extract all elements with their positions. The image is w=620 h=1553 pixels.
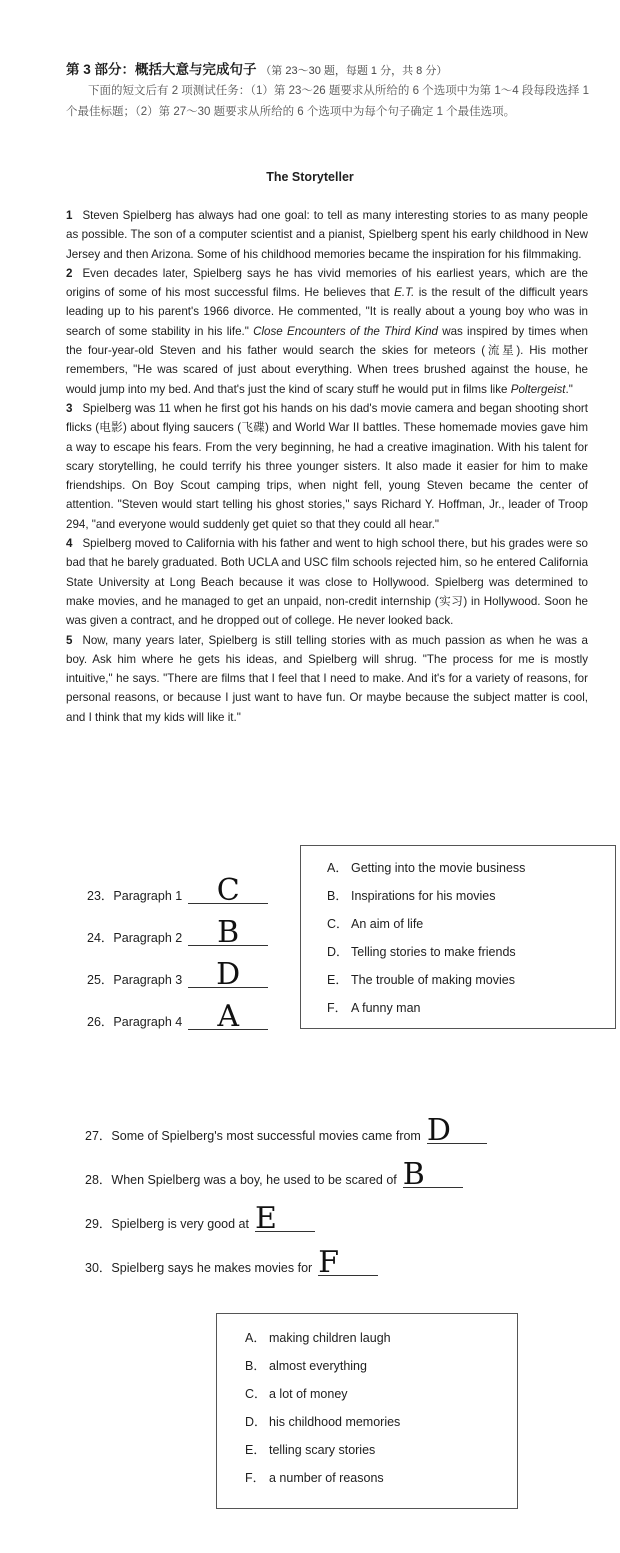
heading-options-box: [300, 845, 616, 1029]
paragraph-number: 1: [66, 209, 73, 222]
option-f: F． a number of reasons: [245, 1471, 384, 1485]
handwritten-answer: B: [402, 1157, 425, 1192]
paragraph-5: [66, 631, 588, 727]
question-label: 27．Some of Spielberg's most successful movies came from: [85, 1129, 421, 1143]
handwritten-answer: B: [217, 915, 240, 950]
question-29: [85, 1188, 585, 1236]
answer-blank[interactable]: [188, 915, 268, 950]
answer-blank[interactable]: [402, 1153, 463, 1192]
paragraph-1: [66, 206, 588, 264]
question-26: [87, 988, 297, 1034]
paragraph-text: Spielberg moved to California with his father and went to high school there, but his grades were so bad that he barely graduated. Both UCLA and USC film schools rejected him, so he entered California State University at Long Beach because it was close to Hollywood. Spielberg was determined to make movies, and he managed to get an unpaid, non-credit internship (实习) in Hollywood. Soon he was given a contract, and he dropped out of college. He never looked back.: [66, 537, 589, 628]
question-label: 23．Paragraph 1: [87, 889, 183, 903]
option-a: A． Getting into the movie business: [327, 861, 526, 875]
paragraph-2: 2 Even decades later, Spielberg says he has vivid memories of his earliest years, which are the origins of some of his most successful films. He believes that E.T. is the result of the difficult years leading up to his parent's 1966 divorce. He commented, "It is really about a young boy who was in search of some stability in his life." Close Encounters of the Third Kind was inspired by times when the four-year-old Steven and his father would search the skies for meteors (流星). His mother remembers, "He was scared of just about everything. When trees brushed against the house, he would jump into my bed. And that's just the kind of scary stuff he would put in films like Poltergeist.": [66, 266, 589, 396]
question-label: 26．Paragraph 4: [87, 1015, 183, 1029]
handwritten-answer: C: [216, 873, 240, 908]
option-e: E． telling scary stories: [245, 1443, 376, 1457]
question-24: [87, 904, 297, 950]
option-d: D． Telling stories to make friends: [327, 945, 516, 959]
answer-blank[interactable]: [254, 1197, 315, 1236]
handwritten-answer: D: [216, 957, 241, 992]
paragraph-text: Now, many years later, Spielberg is still telling stories with as much passion as when he was a boy. Ask him where he gets his ideas, and Spielberg will shrug. "The process for me is mostly intuitive," he says. "There are films that I feel that I need to make. And it's for a variety of reasons, for personal reasons, or because I just want to have fun. Or maybe because the subject matter is cool, and I think that my kids will like it.": [66, 633, 588, 724]
paragraph-number: 5: [66, 633, 73, 647]
paragraph-number: 3: [66, 401, 73, 415]
paragraph-text: Steven Spielberg has always had one goal: to tell as many interesting stories to as many people as possible. The son of a computer scientist and a pianist, Spielberg spent his early childhood in New Jersey and then Arizona. Some of his childhood memories became the inspiration for his filmmaking.: [66, 209, 588, 261]
passage-body: [66, 206, 588, 727]
option-e: E． The trouble of making movies: [327, 973, 515, 987]
answer-blank[interactable]: [318, 1241, 378, 1280]
heading-questions: [87, 862, 297, 1034]
section-title: 第 3 部分：概括大意与完成句子 （第 23～30 题，每题 1 分，共 8 分）: [66, 62, 448, 77]
paragraph-number: 4: [66, 537, 73, 551]
film-title: E.T.: [394, 286, 415, 300]
answer-blank[interactable]: [188, 999, 268, 1034]
option-a: A． making children laugh: [245, 1331, 391, 1345]
handwritten-answer: E: [254, 1201, 277, 1236]
paragraph-3: [66, 399, 588, 534]
answer-blank[interactable]: [188, 873, 268, 908]
option-d: D． his childhood memories: [245, 1415, 401, 1429]
section-instruction: 下面的短文后有 2 项测试任务：（1）第 23～26 题要求从所给的 6 个选项中为第 1～4 段每段选择 1 个最佳标题；（2）第 27～30 题要求从所给的 6 个选项中为每个句子确定 1 个最佳选项。: [66, 85, 589, 118]
question-label: 30．Spielberg says he makes movies for: [85, 1261, 313, 1275]
question-label: 28．When Spielberg was a boy, he used to be scared of: [85, 1173, 397, 1187]
paragraph-text: Spielberg was 11 when he first got his hands on his dad's movie camera and began shooting short flicks (电影) about flying saucers (飞碟) and World War II battles. These homemade movies gave him a way to escape his fears. From the very beginning, he had a creative imagination. With his talent for scary storytelling, he could terrify his three younger sisters. It also made it easier for him to make friendships. On Boy Scout camping trips, when night fell, young Steven became the center of attention. "Steven would start telling his ghost stories," says Richard Y. Hoffman, Jr., leader of Troop 294, "and everyone would suddenly get quiet so that they could all hear.": [66, 401, 588, 531]
question-30: [85, 1232, 585, 1280]
completion-options-box: [216, 1313, 518, 1509]
paragraph-number: 2: [66, 266, 73, 280]
section-title-note: （第 23～30 题，每题 1 分，共 8 分）: [260, 65, 448, 77]
handwritten-answer: A: [217, 999, 240, 1034]
handwritten-answer: F: [318, 1245, 340, 1280]
question-27: [85, 1100, 585, 1148]
question-label: 25．Paragraph 3: [87, 973, 183, 987]
passage-title: The Storyteller: [266, 170, 354, 184]
option-b: B． Inspirations for his movies: [327, 889, 496, 903]
option-c: C． An aim of life: [327, 917, 424, 931]
answer-blank[interactable]: [426, 1109, 487, 1148]
paragraph-4: [66, 534, 588, 630]
question-label: 29．Spielberg is very good at: [85, 1217, 249, 1231]
completion-questions: [85, 1100, 585, 1280]
handwritten-answer: D: [426, 1113, 451, 1148]
film-title: Poltergeist: [510, 382, 566, 396]
option-c: C． a lot of money: [245, 1387, 348, 1401]
section-header: [66, 60, 596, 123]
question-23: [87, 862, 297, 908]
question-25: [87, 946, 297, 992]
question-label: 24．Paragraph 2: [87, 931, 183, 945]
answer-blank[interactable]: [188, 957, 268, 992]
option-f: F． A funny man: [327, 1001, 421, 1015]
option-b: B． almost everything: [245, 1359, 367, 1373]
question-28: [85, 1144, 585, 1192]
film-title: Close Encounters of the Third Kind: [253, 324, 438, 338]
